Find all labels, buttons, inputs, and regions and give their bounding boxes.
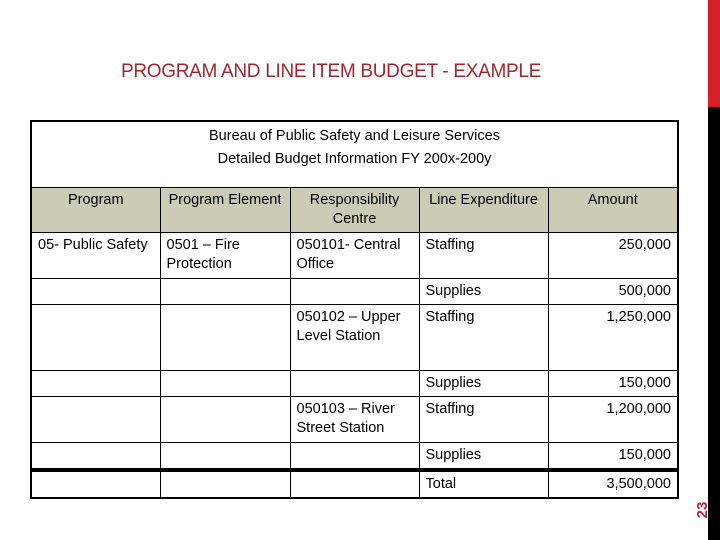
cell xyxy=(31,470,160,498)
header-row xyxy=(31,188,678,233)
table-caption xyxy=(31,121,678,188)
cell: Staffing xyxy=(419,233,548,279)
cell xyxy=(160,371,290,397)
slide-title: PROGRAM AND LINE ITEM BUDGET - EXAMPLE xyxy=(121,61,542,82)
cell: Supplies xyxy=(419,279,548,305)
total-label: Total xyxy=(419,470,548,498)
cell xyxy=(290,279,419,305)
table-row xyxy=(31,371,678,397)
header-cell: Program Element xyxy=(160,188,290,233)
total-row xyxy=(31,470,678,498)
header-cell: Line Expenditure xyxy=(419,188,548,233)
total-amount: 3,500,000 xyxy=(548,470,678,498)
header-cell: Amount xyxy=(548,188,678,233)
cell: 500,000 xyxy=(548,279,678,305)
cell xyxy=(31,305,160,371)
cell xyxy=(31,443,160,471)
cell: 150,000 xyxy=(548,371,678,397)
header-cell: Responsibility Centre xyxy=(290,188,419,233)
cell: 150,000 xyxy=(548,443,678,471)
cell: Supplies xyxy=(419,443,548,471)
cell xyxy=(160,470,290,498)
cell: Staffing xyxy=(419,305,548,371)
cell: 050102 – Upper Level Station xyxy=(290,305,419,371)
caption-line-1: Bureau of Public Safety and Leisure Services xyxy=(209,128,500,144)
side-bar xyxy=(708,107,720,540)
header-cell: Program xyxy=(31,188,160,233)
cell xyxy=(31,397,160,443)
page-number: 23 xyxy=(694,501,711,519)
budget-table xyxy=(30,120,679,499)
cell xyxy=(290,371,419,397)
cell xyxy=(290,443,419,471)
caption-line-2: Detailed Budget Information FY 200x-200y xyxy=(217,151,492,167)
table-row xyxy=(31,233,678,279)
cell: 050101- Central Office xyxy=(290,233,419,279)
cell xyxy=(290,470,419,498)
cell xyxy=(160,443,290,471)
cell: Supplies xyxy=(419,371,548,397)
table-row xyxy=(31,443,678,471)
cell: 1,250,000 xyxy=(548,305,678,371)
accent-bar xyxy=(708,0,720,107)
cell: Staffing xyxy=(419,397,548,443)
cell xyxy=(31,371,160,397)
cell xyxy=(160,305,290,371)
cell: 050103 – River Street Station xyxy=(290,397,419,443)
cell xyxy=(160,397,290,443)
table-row xyxy=(31,397,678,443)
cell xyxy=(31,279,160,305)
cell: 250,000 xyxy=(548,233,678,279)
cell: 0501 – Fire Protection xyxy=(160,233,290,279)
cell xyxy=(160,279,290,305)
table-row xyxy=(31,279,678,305)
table-row xyxy=(31,305,678,371)
cell: 05- Public Safety xyxy=(31,233,160,279)
cell: 1,200,000 xyxy=(548,397,678,443)
